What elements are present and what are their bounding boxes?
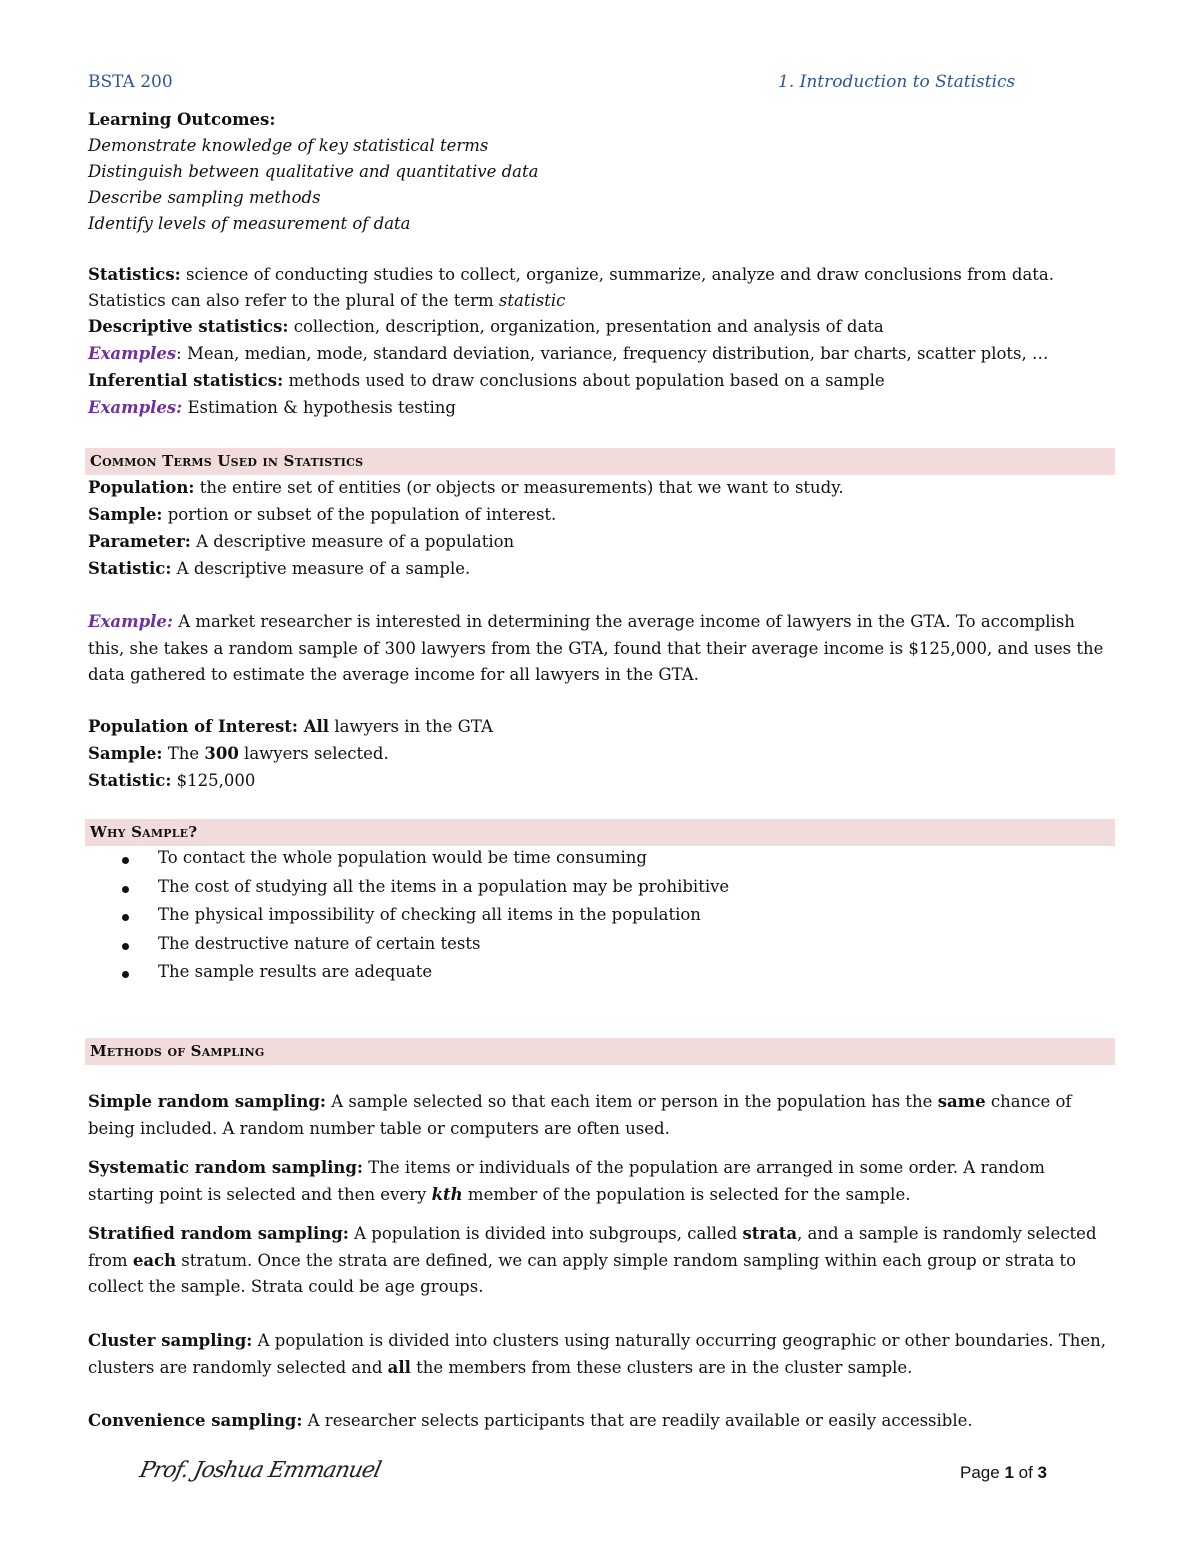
population-of-interest bbox=[88, 717, 493, 737]
learning-outcomes-title: Learning Outcomes: bbox=[88, 110, 276, 129]
term-label: Descriptive statistics: bbox=[88, 317, 289, 336]
signature: Prof. Joshua Emmanuel bbox=[137, 1458, 383, 1483]
stratified-random-sampling bbox=[88, 1221, 1108, 1301]
descriptive-examples bbox=[88, 344, 1049, 364]
term-bold: kth bbox=[431, 1184, 463, 1204]
term-text: A descriptive measure of a population bbox=[190, 532, 515, 551]
term-bold: strata bbox=[742, 1224, 798, 1243]
term-label: Inferential statistics: bbox=[88, 371, 284, 390]
inferential-definition bbox=[88, 371, 885, 391]
term-label: Convenience sampling: bbox=[88, 1411, 303, 1430]
bullet-icon bbox=[122, 914, 129, 921]
example-sample bbox=[88, 744, 389, 764]
bullet-icon bbox=[122, 886, 129, 893]
term-label: Sample: bbox=[88, 505, 163, 524]
term-text: portion or subset of the population of interest. bbox=[162, 505, 557, 524]
convenience-sampling bbox=[88, 1408, 1108, 1435]
term-bold: same bbox=[937, 1092, 986, 1111]
term-bold: 300 bbox=[204, 744, 239, 763]
term-italic: statistic bbox=[498, 291, 566, 310]
term-label: Population of Interest: bbox=[88, 717, 298, 736]
outcome-item: Identify levels of measurement of data bbox=[88, 214, 411, 233]
term-bold: all bbox=[387, 1357, 411, 1377]
bullet-icon bbox=[122, 943, 129, 950]
statistics-plural-note bbox=[88, 291, 565, 311]
term-label: Statistic: bbox=[88, 559, 172, 578]
simple-random-sampling bbox=[88, 1089, 1108, 1142]
course-code: BSTA 200 bbox=[88, 72, 173, 92]
term-text: A population is divided into subgroups, called bbox=[348, 1224, 743, 1243]
parameter-definition bbox=[88, 532, 514, 552]
term-text: stratum. Once the strata are defined, we can apply simple random sampling within each group or strata to collect the sample. Strata could be age groups. bbox=[88, 1250, 1077, 1296]
term-text: The items or individuals of the population are arranged in some order. A random starting point is selected and then every bbox=[88, 1158, 1045, 1204]
inferential-examples bbox=[88, 398, 456, 418]
term-label: Parameter: bbox=[88, 532, 191, 551]
list-item: The destructive nature of certain tests bbox=[88, 934, 729, 963]
term-text: lawyers selected. bbox=[238, 744, 389, 763]
statistic-definition bbox=[88, 559, 470, 579]
term-label: Population: bbox=[88, 478, 195, 497]
term-label: Statistic: bbox=[88, 771, 172, 790]
term-text: chance of being included. A random number table or computers are often used. bbox=[88, 1092, 1072, 1138]
term-text: $125,000 bbox=[171, 771, 256, 790]
term-text: methods used to draw conclusions about population based on a sample bbox=[283, 371, 885, 390]
term-text: collection, description, organization, presentation and analysis of data bbox=[288, 317, 884, 336]
list-item: The physical impossibility of checking all items in the population bbox=[88, 905, 729, 934]
term-label: Stratified random sampling: bbox=[88, 1224, 349, 1243]
outcome-item: Demonstrate knowledge of key statistical terms bbox=[88, 136, 489, 155]
term-text: A descriptive measure of a sample. bbox=[171, 559, 471, 578]
example-text: A market researcher is interested in determining the average income of lawyers in the GTA. To accomplish this, she takes a random sample of 300 lawyers from the GTA, found that their average income is $125,000, and uses the data gathered to estimate the average income for all lawyers in the GTA. bbox=[88, 612, 1104, 684]
sample-definition bbox=[88, 505, 556, 525]
bullet-icon bbox=[122, 971, 129, 978]
chapter-title: 1. Introduction to Statistics bbox=[778, 72, 1016, 92]
outcome-item: Distinguish between qualitative and quantitative data bbox=[88, 162, 539, 181]
term-label: Simple random sampling: bbox=[88, 1092, 326, 1111]
term-text: the members from these clusters are in the cluster sample. bbox=[410, 1357, 913, 1377]
term-text: A population is divided into clusters using naturally occurring geographic or other boundaries. Then, clusters are randomly selected and bbox=[88, 1331, 1107, 1377]
term-text: the entire set of entities (or objects or measurements) that we want to study. bbox=[194, 478, 844, 497]
list-item: To contact the whole population would be time consuming bbox=[88, 848, 729, 877]
population-definition bbox=[88, 478, 844, 498]
systematic-random-sampling bbox=[88, 1155, 1108, 1208]
term-text: lawyers in the GTA bbox=[329, 717, 493, 736]
statistics-definition bbox=[88, 265, 1054, 285]
section-heading-why-sample: Why Sample? bbox=[85, 819, 1115, 846]
why-sample-list bbox=[88, 848, 729, 991]
bullet-icon bbox=[122, 857, 129, 864]
term-text: science of conducting studies to collect, organize, summarize, analyze and draw conclusions from data. bbox=[180, 265, 1055, 284]
section-heading-methods: Methods of Sampling bbox=[85, 1038, 1115, 1065]
cluster-sampling bbox=[88, 1328, 1108, 1381]
examples-label: Examples bbox=[88, 344, 177, 363]
term-text: A researcher selects participants that are readily available or easily accessible. bbox=[302, 1411, 973, 1430]
term-text: , and a sample is randomly selected from bbox=[88, 1224, 1097, 1270]
list-item: The sample results are adequate bbox=[88, 962, 729, 991]
term-text: A sample selected so that each item or person in the population has the bbox=[325, 1092, 938, 1111]
term-bold: each bbox=[132, 1250, 177, 1270]
term-text: The bbox=[162, 744, 205, 763]
examples-label: Examples: bbox=[88, 398, 183, 417]
term-text: Estimation & hypothesis testing bbox=[182, 398, 456, 417]
section-heading-common-terms: Common Terms Used in Statistics bbox=[85, 448, 1115, 475]
term-label: Sample: bbox=[88, 744, 163, 763]
page-number: Page 1 of 3 bbox=[960, 1463, 1047, 1482]
term-label: Cluster sampling: bbox=[88, 1331, 253, 1350]
term-label: Systematic random sampling: bbox=[88, 1158, 364, 1177]
term-label: Statistics: bbox=[88, 265, 181, 284]
example-statistic bbox=[88, 771, 255, 791]
term-text: : Mean, median, mode, standard deviation, variance, frequency distribution, bar charts, scatter plots, … bbox=[176, 344, 1049, 363]
outcome-item: Describe sampling methods bbox=[88, 188, 321, 207]
term-text: member of the population is selected for the sample. bbox=[462, 1184, 911, 1204]
descriptive-definition bbox=[88, 317, 884, 337]
term-text: Statistics can also refer to the plural of the term bbox=[88, 291, 499, 310]
list-item: The cost of studying all the items in a population may be prohibitive bbox=[88, 877, 729, 906]
term-bold: All bbox=[297, 717, 330, 736]
example-label: Example: bbox=[88, 612, 173, 631]
example-paragraph bbox=[88, 609, 1108, 689]
